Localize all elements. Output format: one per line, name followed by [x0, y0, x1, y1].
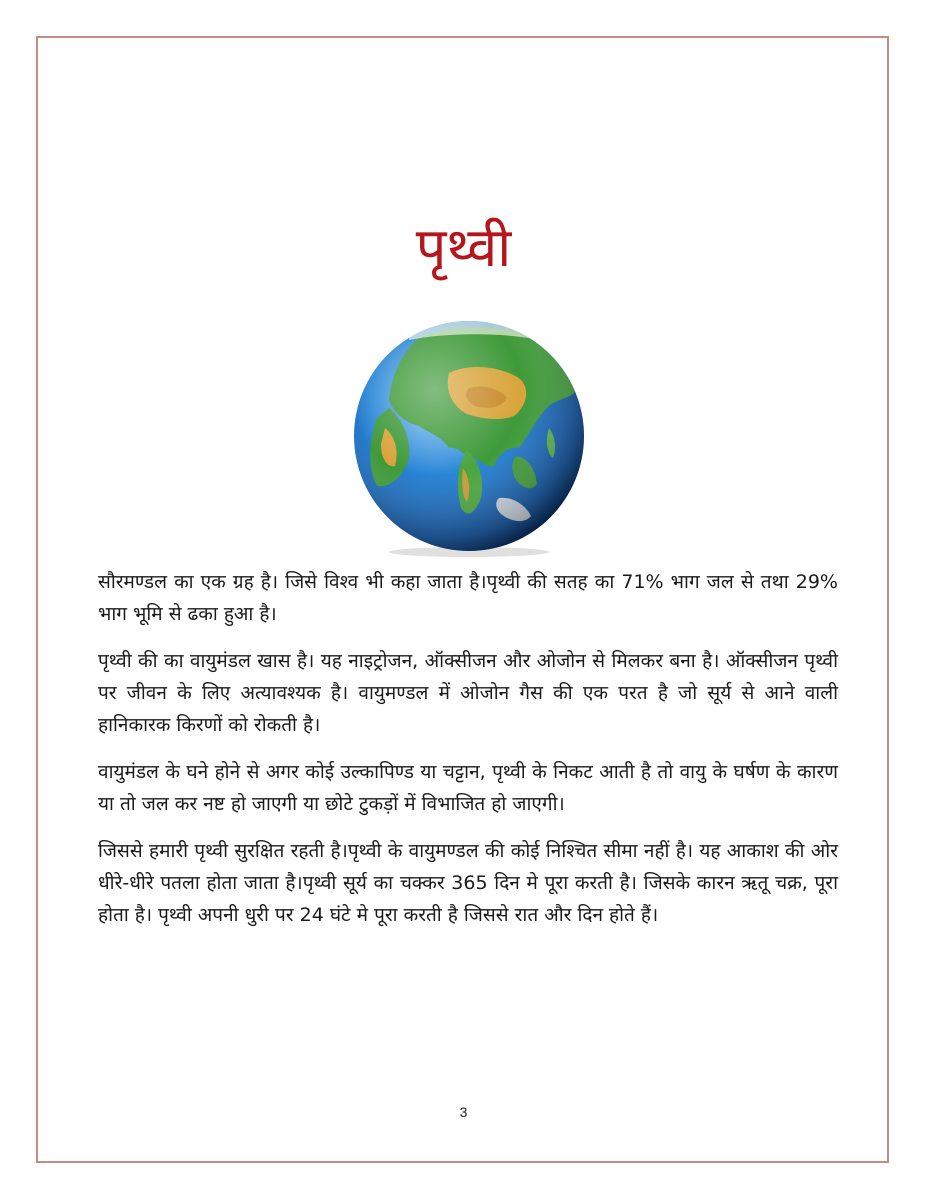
paragraph-2: पृथ्वी की का वायुमंडल खास है। यह नाइट्रोजन, ऑक्सीजन और ओजोन से मिलकर बना है। ऑक्सीजन पृथ्वी पर जीवन के लिए अत्यावश्यक है। वायुमण्डल में ओजोन गैस की एक परत है जो सूर्य से आने वाली हानिकारक किरणों को रोकती है। [98, 650, 838, 736]
page-title: पृथ्वी [415, 216, 512, 279]
paragraph-1: सौरमण्डल का एक ग्रह है। जिसे विश्व भी कहा जाता है।पृथ्वी की सतह का 71% भाग जल से तथा 29% भाग भूमि से ढका हुआ है। [98, 571, 838, 625]
earth-globe-icon [349, 318, 589, 558]
page-number: 3 [459, 1104, 468, 1120]
paragraph-4: जिससे हमारी पृथ्वी सुरक्षित रहती है।पृथ्वी के वायुमण्डल की कोई निश्चित सीमा नहीं है। यह आकाश की ओर धीरे-धीरे पतला होता जाता है।पृथ्वी सूर्य का चक्कर 365 दिन मे पूरा करती है। जिसके कारन ऋतू चक्र, पूरा होता है। पृथ्वी अपनी धुरी पर 24 घंटे मे पूरा करती है जिससे रात और दिन होते हैं। [98, 840, 838, 926]
body-text [98, 566, 838, 946]
paragraph-3: वायुमंडल के घने होने से अगर कोई उल्कापिण्ड या चट्टान, पृथ्वी के निकट आती है तो वायु के घर्षण के कारण या तो जल कर नष्ट हो जाएगी या छोटे टुकड़ों में विभाजित हो जाएगी। [98, 761, 838, 815]
